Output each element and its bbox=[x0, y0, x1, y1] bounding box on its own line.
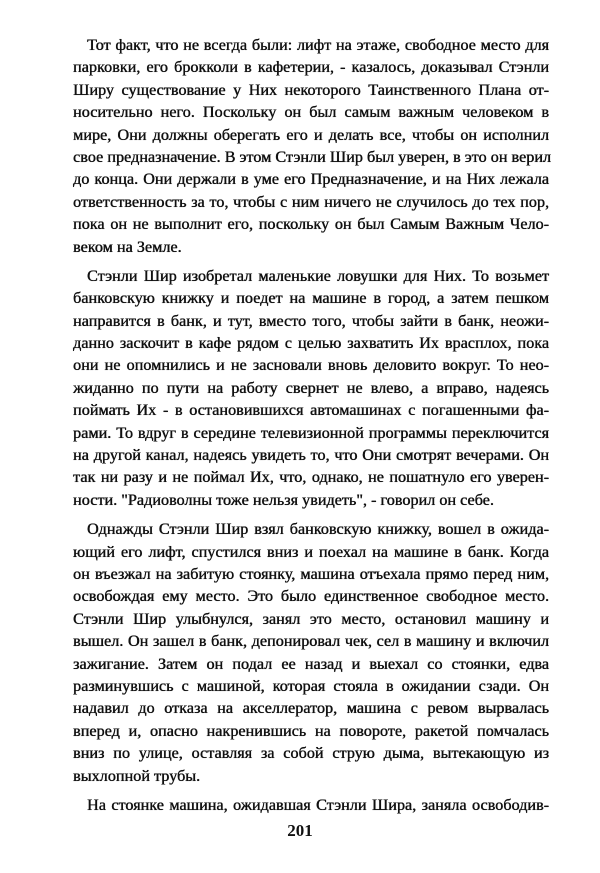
text-line: ющий его лифт, спустился вниз и поехал на машине в банк. Когда bbox=[73, 542, 549, 561]
text-line: направится в банк, и тут, вместо того, чтобы зайти в банк, неожи- bbox=[73, 311, 549, 330]
text-line: так ни разу и не поймал Их, что, однако, не пошатнуло его уверен- bbox=[73, 468, 549, 487]
text-line: Ширу существование у Них некоторого Таинственного Плана от- bbox=[73, 80, 549, 99]
text-line: жиданно по пути на работу свернет не влево, а вправо, надеясь bbox=[73, 378, 549, 397]
text-line: рами. То вдруг в середине телевизионной программы переключится bbox=[73, 423, 549, 442]
text-line: вперед и, опасно накренившись на повороте, ракетой помчалась bbox=[73, 721, 549, 740]
text-line: освобождая ему место. Это было единственное свободное место. bbox=[73, 587, 549, 606]
text-line: веком на Земле. bbox=[73, 237, 182, 256]
text-line: на другой канал, надеясь увидеть то, что Они смотрят вечерами. Он bbox=[73, 446, 549, 465]
text-line: ответственность за то, чтобы с ним ничего не случилось до тех пор, bbox=[73, 192, 549, 211]
paragraph bbox=[73, 265, 549, 511]
text-line: данно заскочит в кафе рядом с целью захватить Их врасплох, пока bbox=[73, 334, 549, 353]
text-line: парковки, его брокколи в кафетерии, - казалось, доказывал Стэнли bbox=[73, 58, 549, 77]
text-line: банковскую книжку и поедет на машине в город, а затем пешком bbox=[73, 289, 549, 308]
text-line: зажигание. Затем он подал ее назад и выехал со стоянки, едва bbox=[73, 654, 549, 673]
text-line: вниз по улице, оставляя за собой струю дыма, вытекающую из bbox=[73, 744, 549, 763]
text-line: На стоянке машина, ожидавшая Стэнли Шира, заняла освободив- bbox=[87, 795, 549, 814]
text-line: ности. "Радиоволны тоже нельзя увидеть", - говорил он себе. bbox=[73, 490, 494, 509]
text-line: поймать Их - в остановившихся автомашинах с погашенными фа- bbox=[73, 401, 549, 420]
text-line: они не опомнились и не засновали вновь деловито вокруг. То нео- bbox=[73, 356, 549, 375]
text-line: свое предназначение. В этом Стэнли Шир был уверен, в это он верил bbox=[73, 147, 552, 166]
text-line: до конца. Они держали в уме его Предназначение, и на Них лежала bbox=[73, 170, 549, 189]
text-line: мире, Они должны оберегать его и делать все, чтобы он исполнил bbox=[73, 125, 549, 144]
text-line: Стэнли Шир изобретал маленькие ловушки для Них. То возьмет bbox=[87, 266, 549, 285]
paragraph bbox=[73, 34, 552, 258]
text-line: Однажды Стэнли Шир взял банковскую книжку, вошел в ожида- bbox=[87, 520, 549, 539]
text-line: Тот факт, что не всегда были: лифт на этаже, свободное место для bbox=[87, 36, 549, 54]
text-line: вышел. Он зашел в банк, депонировал чек, сел в машину и включил bbox=[73, 632, 549, 651]
text-line: выхлопной трубы. bbox=[73, 766, 201, 785]
text-line: пока он не выполнит его, поскольку он был Самым Важным Чело- bbox=[73, 215, 549, 234]
text-line: разминувшись с машиной, которая стояла в ожидании сзади. Он bbox=[73, 676, 549, 695]
text-line: он въезжал на забитую стоянку, машина отъехала прямо перед ним, bbox=[73, 564, 549, 583]
page-number: 201 bbox=[287, 821, 313, 840]
text-line: носительно него. Поскольку он был самым важным человеком в bbox=[73, 103, 549, 122]
text-line: надавил до отказа на акселлератор, машина с ревом вырвалась bbox=[73, 699, 549, 718]
paragraph bbox=[73, 794, 549, 816]
paragraph bbox=[73, 518, 549, 787]
page-body bbox=[73, 34, 552, 823]
text-line: Стэнли Шир улыбнулся, занял это место, остановил машину и bbox=[73, 609, 549, 628]
